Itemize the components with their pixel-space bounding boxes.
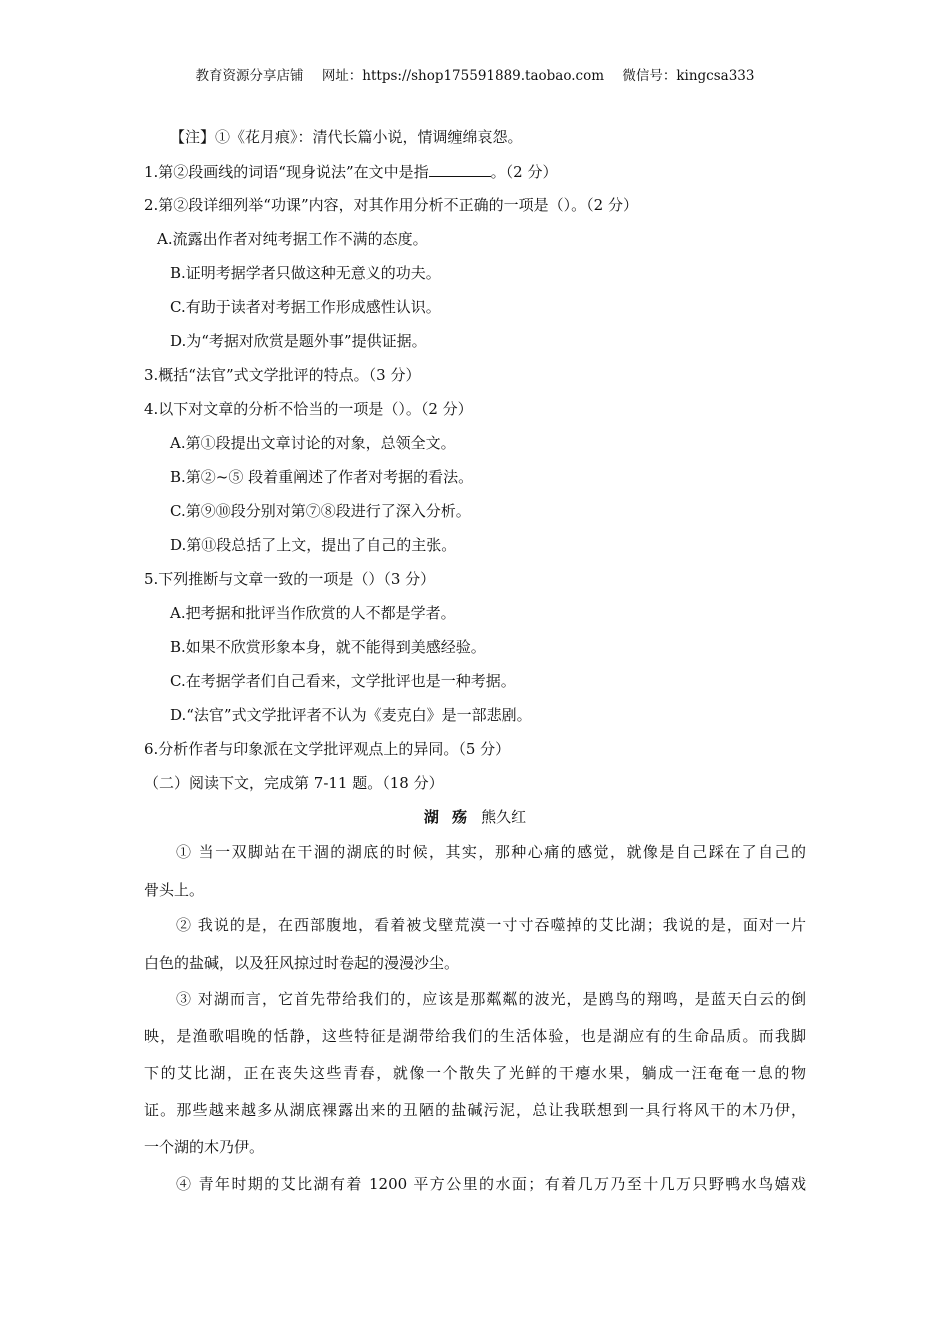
footnote: 【注】①《花月痕》：清代长篇小说，情调缠绵哀怨。	[170, 128, 523, 146]
section-heading: （二）阅读下文，完成第 7-11 题。（18 分）	[144, 774, 444, 792]
question-5-stem: 5.下列推断与文章一致的一项是（）（3 分）	[144, 570, 436, 588]
essay-line: ④ 青年时期的艾比湖有着 1200 平方公里的水面；有着几万乃至十几万只野鸭水鸟嬉戏	[176, 1175, 806, 1193]
essay-line: 下的艾比湖，正在丧失这些青春，就像一个散失了光鲜的干瘪水果，躺成一汪奄奄一息的物	[144, 1064, 806, 1082]
header-shop-url: 网址：https://shop175591889.taobao.com	[321, 68, 605, 84]
question-2-option-c: C.有助于读者对考据工作形成感性认识。	[170, 298, 441, 316]
header-shop-name: 教育资源分享店铺	[195, 68, 304, 84]
question-5-option-c: C.在考据学者们自己看来，文学批评也是一种考据。	[170, 672, 516, 690]
question-6-stem: 6.分析作者与印象派在文学批评观点上的异同。（5 分）	[144, 740, 511, 758]
question-3-stem: 3.概括“法官”式文学批评的特点。（3 分）	[144, 366, 421, 384]
question-4-stem: 4.以下对文章的分析不恰当的一项是（）。（2 分）	[144, 400, 473, 418]
question-2-stem: 2.第②段详细列举“功课”内容，对其作用分析不正确的一项是（）。（2 分）	[144, 196, 638, 214]
question-1	[144, 160, 557, 183]
essay-line: 一个湖的木乃伊。	[144, 1138, 265, 1156]
essay-author: 熊久红	[481, 808, 527, 826]
essay-line: 骨头上。	[144, 881, 205, 899]
essay-line: ① 当一双脚站在干涸的湖底的时候，其实，那种心痛的感觉，就像是自己踩在了自己的	[176, 843, 806, 861]
question-5-option-b: B.如果不欣赏形象本身，就不能得到美感经验。	[170, 638, 486, 656]
question-4-option-a: A.第①段提出文章讨论的对象，总领全文。	[170, 434, 456, 452]
essay-line: ③ 对湖而言，它首先带给我们的，应该是那粼粼的波光，是鸥鸟的翔鸣，是蓝天白云的倒	[176, 990, 806, 1008]
essay-title: 湖 殇	[423, 808, 472, 826]
essay-line: 证。那些越来越多从湖底裸露出来的丑陋的盐碱污泥，总让我联想到一具行将风干的木乃伊，	[144, 1101, 806, 1119]
header-wechat: 微信号：kingcsa333	[622, 68, 755, 84]
answer-blank	[429, 160, 491, 177]
essay-line: ② 我说的是，在西部腹地，看着被戈壁荒漠一寸寸吞噬掉的艾比湖；我说的是，面对一片	[176, 916, 806, 934]
question-5-option-a: A.把考据和批评当作欣赏的人不都是学者。	[170, 604, 456, 622]
essay-line: 映，是渔歌唱晚的恬静，这些特征是湖带给我们的生活体验，也是湖应有的生命品质。而我脚	[144, 1027, 806, 1045]
question-4-option-c: C.第⑨⑩段分别对第⑦⑧段进行了深入分析。	[170, 502, 471, 520]
question-5-option-d: D.“法官”式文学批评者不认为《麦克白》是一部悲剧。	[170, 706, 532, 724]
essay-line: 白色的盐碱，以及狂风掠过时卷起的漫漫沙尘。	[144, 954, 460, 972]
question-2-option-a: A.流露出作者对纯考据工作不满的态度。	[157, 230, 428, 248]
question-4-option-b: B.第②~⑤ 段着重阐述了作者对考据的看法。	[170, 468, 474, 486]
question-4-option-d: D.第⑪段总括了上文，提出了自己的主张。	[170, 536, 457, 554]
question-2-option-d: D.为“考据对欣赏是题外事”提供证据。	[170, 332, 427, 350]
question-1-points: 。（2 分）	[490, 163, 558, 181]
page-header	[0, 66, 950, 86]
question-1-text: 1.第②段画线的词语“现身说法”在文中是指	[144, 163, 429, 181]
essay-title-line	[0, 806, 950, 828]
question-2-option-b: B.证明考据学者只做这种无意义的功夫。	[170, 264, 441, 282]
